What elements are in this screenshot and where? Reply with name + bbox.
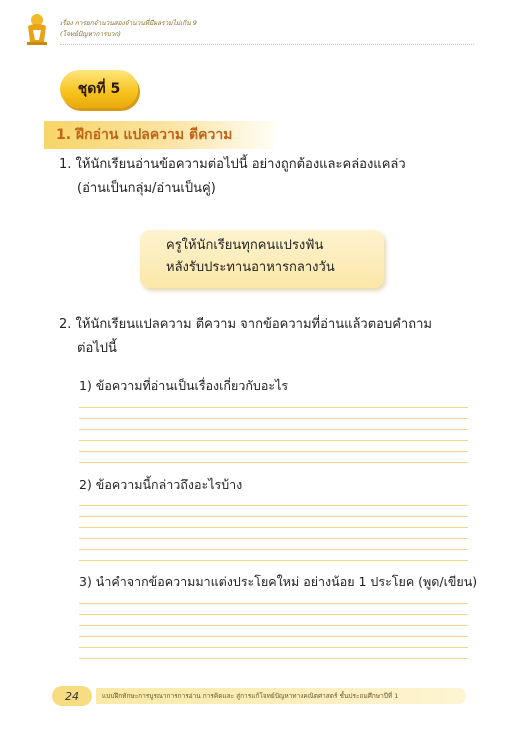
header-divider	[60, 44, 474, 45]
answer-line[interactable]	[79, 408, 468, 419]
answer-lines-3[interactable]	[79, 593, 468, 659]
header-text	[60, 18, 197, 40]
set-badge: ชุดที่ 5	[60, 70, 138, 108]
answer-line[interactable]	[79, 452, 468, 463]
sub-question-1: 1) ข้อความที่อ่านเป็นเรื่องเกี่ยวกับอะไร	[79, 378, 289, 393]
answer-line[interactable]	[79, 626, 468, 637]
answer-line[interactable]	[79, 441, 468, 452]
question-1-text: 1. ให้นักเรียนอ่านข้อความต่อไปนี้ อย่างถูกต้องและคล่องแคล่ว	[59, 157, 406, 172]
answer-line[interactable]	[79, 506, 468, 517]
header-line-1: เรื่อง การยกจำนวนสองจำนวนที่มีผลรวมไม่เกิน 9	[60, 19, 197, 27]
answer-line[interactable]	[79, 517, 468, 528]
answer-line[interactable]	[79, 648, 468, 659]
school-logo-icon	[22, 12, 52, 46]
answer-line[interactable]	[79, 604, 468, 615]
question-2-subtext: ต่อไปนี้	[77, 341, 117, 356]
section-title: 1. ฝึกอ่าน แปลความ ตีความ	[44, 121, 274, 149]
header-line-2: (โจทย์ปัญหาการบวก)	[60, 30, 121, 38]
answer-line[interactable]	[79, 593, 468, 604]
answer-line[interactable]	[79, 528, 468, 539]
answer-line[interactable]	[79, 430, 468, 441]
question-1-subtext: (อ่านเป็นกลุ่ม/อ่านเป็นคู่)	[77, 181, 216, 196]
reading-passage-box	[140, 230, 384, 288]
question-2	[59, 313, 489, 361]
sub-question-2: 2) ข้อความนี้กล่าวถึงอะไรบ้าง	[79, 477, 243, 492]
answer-lines-2[interactable]	[79, 495, 468, 561]
answer-line[interactable]	[79, 539, 468, 550]
page-number: 24	[52, 686, 92, 706]
answer-line[interactable]	[79, 637, 468, 648]
answer-line[interactable]	[79, 615, 468, 626]
answer-lines-1[interactable]	[79, 397, 468, 463]
answer-line[interactable]	[79, 419, 468, 430]
answer-line[interactable]	[79, 550, 468, 561]
question-2-text: 2. ให้นักเรียนแปลความ ตีความ จากข้อความที่อ่านแล้วตอบคำถาม	[59, 317, 432, 332]
passage-line-2: หลังรับประทานอาหารกลางวัน	[166, 260, 335, 275]
question-1	[59, 153, 489, 201]
sub-question-3: 3) นำคำจากข้อความมาแต่งประโยคใหม่ อย่างน้อย 1 ประโยค (พูด/เขียน)	[79, 574, 478, 589]
answer-line[interactable]	[79, 495, 468, 506]
answer-line[interactable]	[79, 397, 468, 408]
passage-line-1: ครูให้นักเรียนทุกคนแปรงฟัน	[166, 238, 324, 253]
footer-text: แบบฝึกทักษะการบูรณาการการอ่าน การคิดและ สู่การแก้โจทย์ปัญหาทางคณิตศาสตร์ ชั้นประถมศึกษาปีที่ 1	[96, 688, 466, 704]
